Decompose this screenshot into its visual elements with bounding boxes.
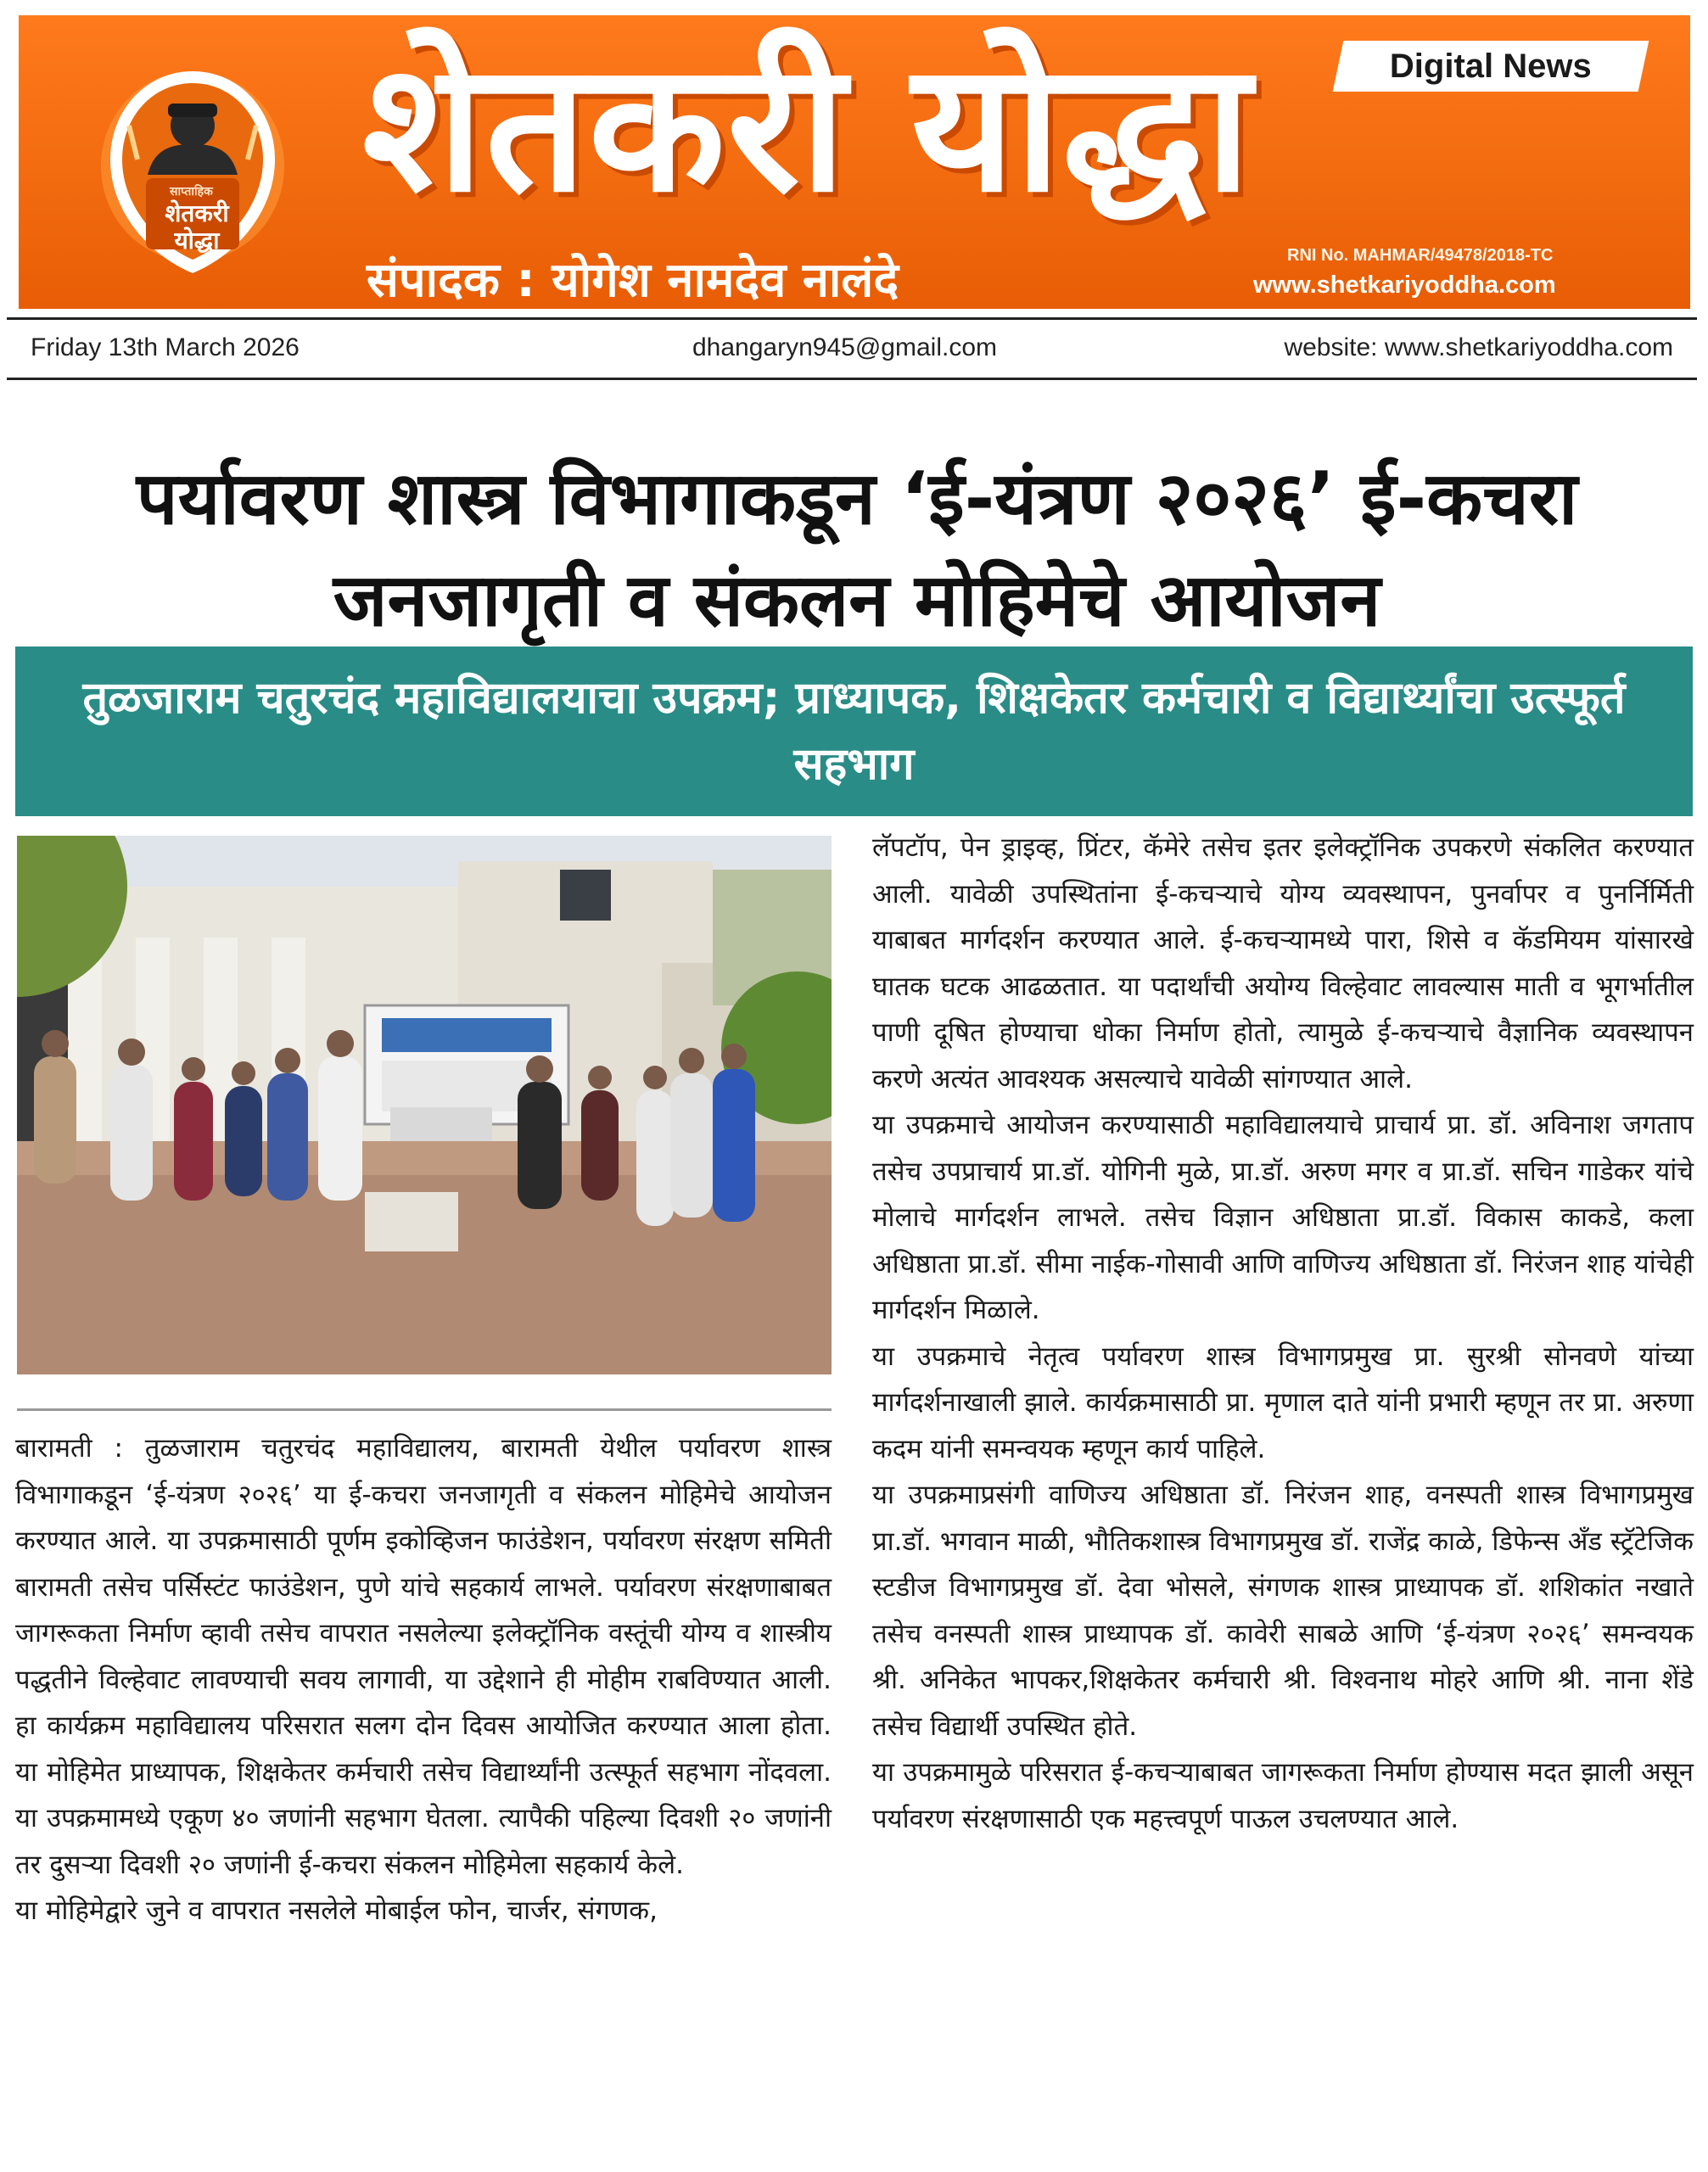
article-paragraph: या उपक्रमाचे नेतृत्व पर्यावरण शास्त्र विभागप्रमुख प्रा. सुरश्री सोनवणे यांच्या मार्गदर्शनाखाली झाले. कार्यक्रमासाठी प्रा. मृणाल दाते यांनी प्रभारी म्हणून तर प्रा. अरुणा कदम यांनी समन्वयक म्हणून कार्य पाहिले. (872, 1341, 1694, 1464)
digital-news-tag (1333, 41, 1649, 92)
rni-number: RNI No. MAHMAR/49478/2018-TC (1287, 246, 1554, 265)
logo-caption: शेतकरी योद्धा (165, 199, 229, 255)
logo-caption-top: साप्ताहिक (170, 185, 213, 199)
article-paragraph: बारामती : तुळजाराम चतुरचंद महाविद्यालय, बारामती येथील पर्यावरण शास्त्र विभागाकडून ‘ई-यंत्रण २०२६’ या ई-कचरा जनजागृती व संकलन मोहिमेचे आयोजन करण्यात आले. या उपक्रमासाठी पूर्णम इकोव्हिजन फाउंडेशन, पर्यावरण संरक्षण समिती बारामती तसेच पर्सिस्टंट फाउंडेशन, पुणे यांचे सहकार्य लाभले. पर्यावरण संरक्षणाबाबत जागरूकता निर्माण व्हावी तसेच वापरात नसलेल्या इलेक्ट्रॉनिक वस्तूंची योग्य व शास्त्रीय पद्धतीने विल्हेवाट लावण्याची सवय लागावी, या उद्देशाने ही मोहीम राबविण्यात आली. हा कार्यक्रम महाविद्यालय परिसरात सलग दोन दिवस आयोजित करण्यात आला होता. या मोहिमेत प्राध्यापक, शिक्षकेतर कर्मचारी तसेच विद्यार्थ्यांनी उत्स्फूर्त सहभाग नोंदवला. या उपक्रमामध्ये एकूण ४० जणांनी सहभाग घेतला. त्यापैकी पहिल्या दिवशी २० जणांनी तर दुसऱ्या दिवशी २० जणांनी ई-कचरा संकलन मोहिमेला सहकार्य केले. (15, 1433, 832, 1880)
article-column-right (872, 825, 1694, 1842)
issue-date: Friday 13th March 2026 (31, 333, 300, 361)
photo-divider (17, 1408, 832, 1411)
event-photo (17, 836, 832, 1374)
article-column-left (15, 1425, 832, 1934)
article-subheadline: तुळजाराम चतुरचंद महाविद्यालयाचा उपक्रम; प्राध्यापक, शिक्षकेतर कर्मचारी व विद्यार्थ्यांचा उत्स्फूर्त सहभाग (82, 673, 1626, 790)
masthead-banner (19, 15, 1690, 309)
article-paragraph: या उपक्रमाप्रसंगी वाणिज्य अधिष्ठाता डॉ. निरंजन शाह, वनस्पती शास्त्र विभागप्रमुख प्रा.डॉ. भगवान माळी, भौतिकशास्त्र विभागप्रमुख डॉ. राजेंद्र काळे, डिफेन्स अँड स्ट्रॅटेजिक स्टडीज विभागप्रमुख डॉ. देवा भोसले, संगणक शास्त्र प्राध्यापक डॉ. शशिकांत नखाते तसेच वनस्पती शास्त्र प्राध्यापक डॉ. कावेरी साबळे आणि ‘ई-यंत्रण २०२६’ समन्वयक श्री. अनिकेत भापकर,शिक्षकेतर कर्मचारी श्री. विश्वनाथ मोहरे आणि श्री. नाना शेंडे तसेच विद्यार्थी उपस्थित होते. (872, 1480, 1694, 1742)
subheadline-bar (15, 647, 1693, 816)
newspaper-title: शेतकरी योद्धा (362, 24, 1253, 232)
digital-news-label: Digital News (1390, 47, 1592, 85)
article-paragraph: या उपक्रमामुळे परिसरात ई-कचऱ्याबाबत जागरूकता निर्माण होण्यास मदत झाली असून पर्यावरण संरक्षणासाठी एक महत्त्वपूर्ण पाऊल उचलण्यात आले. (872, 1757, 1694, 1834)
editor-name: संपादक : योगेश नामदेव नालंदे (367, 253, 899, 308)
article-paragraph: या मोहिमेद्वारे जुने व वापरात नसलेले मोबाईल फोन, चार्जर, संगणक, (15, 1895, 658, 1926)
masthead-url[interactable]: www.shetkariyoddha.com (1253, 272, 1556, 299)
contact-email[interactable]: dhangaryn945@gmail.com (692, 333, 997, 361)
info-bar (7, 317, 1697, 380)
article-paragraph: लॅपटॉप, पेन ड्राइव्ह, प्रिंटर, कॅमेरे तसेच इतर इलेक्ट्रॉनिक उपकरणे संकलित करण्यात आली. यावेळी उपस्थितांना ई-कचऱ्याचे योग्य व्यवस्थापन, पुनर्वापर व पुनर्निर्मिती याबाबत मार्गदर्शन करण्यात आले. ई-कचऱ्यामध्ये पारा, शिसे व कॅडमियम यांसारखे घातक घटक आढळतात. या पदार्थांची अयोग्य विल्हेवाट लावल्यास माती व भूगर्भातील पाणी दूषित होण्याचा धोका निर्माण होतो, त्यामुळे ई-कचऱ्याचे वैज्ञानिक व्यवस्थापन करणे अत्यंत आवश्यक असल्याचे यावेळी सांगण्यात आले. (872, 832, 1694, 1094)
article-paragraph: या उपक्रमाचे आयोजन करण्यासाठी महाविद्यालयाचे प्राचार्य प्रा. डॉ. अविनाश जगताप तसेच उपप्राचार्य प्रा.डॉ. योगिनी मुळे, प्रा.डॉ. अरुण मगर व प्रा.डॉ. सचिन गाडेकर यांचे मोलाचे मार्गदर्शन लाभले. तसेच विज्ञान अधिष्ठाता प्रा.डॉ. विकास काकडे, कला अधिष्ठाता प्रा.डॉ. सीमा नाईक-गोसावी आणि वाणिज्य अधिष्ठाता डॉ. निरंजन शाह यांचेही मार्गदर्शन मिळाले. (872, 1110, 1694, 1325)
website-link[interactable]: website: www.shetkariyoddha.com (1284, 333, 1673, 361)
article-headline: पर्यावरण शास्त्र विभागाकडून ‘ई-यंत्रण २०२६’ ई-कचरा जनजागृती व संकलन मोहिमेचे आयोजन (136, 456, 1578, 643)
event-photo-illustration (17, 836, 832, 1374)
